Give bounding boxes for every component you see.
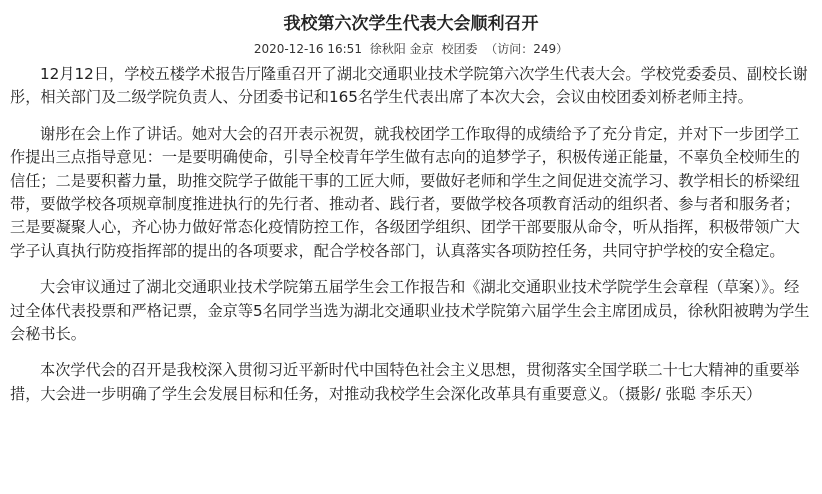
publish-date: 2020-12-16 16:51	[253, 42, 362, 56]
article-paragraph: 本次学代会的召开是我校深入贯彻习近平新时代中国特色社会主义思想，贯彻落实全国学联二十七大精神的重要举措，大会进一步明确了学生会发展目标和任务，对推动我校学生会深化改革具有重要意义。（摄影/ 张聪 李乐天）	[10, 361, 800, 403]
article-paragraph: 12月12日，学校五楼学术报告厅隆重召开了湖北交通职业技术学院第六次学生代表大会。学校党委委员、副校长谢彤，相关部门及二级学院负责人、分团委书记和165名学生代表出席了本次大会，会议由校团委刘桥老师主持。	[10, 65, 808, 107]
article-paragraph: 谢彤在会上作了讲话。她对大会的召开表示祝贺，就我校团学工作取得的成绩给予了充分肯定，并对下一步团学工作提出三点指导意见：一是要明确使命，引导全校青年学生做有志向的追梦学子，积极传递正能量，不辜负全校师生的信任；二是要积蓄力量，助推交院学子做能干事的工匠大师，要做好老师和学生之间促进交流学习、教学相长的桥梁纽带，要做学校各项规章制度推进执行的先行者、推动者、践行者，要做学校各项教育活动的组织者、参与者和服务者；三是要凝聚人心，齐心协力做好常态化疫情防控工作，各级团学组织、团学干部要服从命令，听从指挥，积极带领广大学子认真执行防疫指挥部的提出的各项要求，配合学校各部门，认真落实各项防控任务，共同守护学校的安全稳定。	[10, 124, 800, 260]
article-authors: 徐秋阳 金京	[369, 42, 434, 56]
article-title: 我校第六次学生代表大会顺利召开	[283, 14, 539, 34]
article-source: 校团委	[441, 42, 478, 56]
article-paragraph: 大会审议通过了湖北交通职业技术学院第五届学生会工作报告和《湖北交通职业技术学院学生会章程（草案）》。经过全体代表投票和严格记票，金京等5名同学当选为湖北交通职业技术学院第六届学生会主席团成员，徐秋阳被聘为学生会秘书长。	[10, 278, 810, 344]
article-body	[10, 63, 814, 419]
article-meta	[0, 41, 822, 57]
visit-count: （访问：249）	[485, 42, 569, 56]
